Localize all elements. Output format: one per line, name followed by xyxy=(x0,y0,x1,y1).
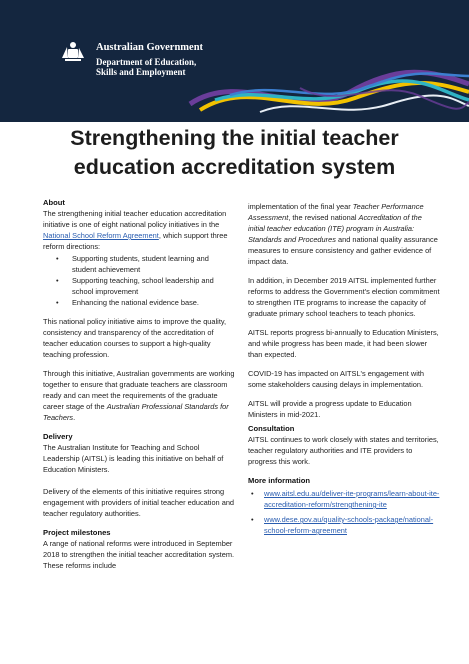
bullet-icon: • xyxy=(56,276,59,285)
milestones-heading: Project milestones xyxy=(43,528,111,537)
cont-text-1: implementation of the final year xyxy=(248,202,353,211)
right-column xyxy=(248,201,440,540)
tpa-title: Teacher Performance Assessment xyxy=(248,202,424,222)
list-item xyxy=(43,275,235,297)
consultation-heading: Consultation xyxy=(248,424,295,433)
milestones-paragraph: A range of national reforms were introduced in September 2018 to strengthen the initial teacher accreditation system. These reforms include xyxy=(43,539,235,570)
milestones-continued-paragraph xyxy=(248,201,440,267)
accreditation-title: Accreditation of the initial teacher education (ITE) program in Australia: Standards and Procedures xyxy=(248,213,422,244)
dept-line-1: Department of Education, xyxy=(96,57,197,67)
standards-text: Through this initiative, Australian governments are working together to ensure that graduate teachers are classroom ready and can meet the requirements of the graduate career stage of the xyxy=(43,369,235,411)
list-item xyxy=(43,297,235,308)
aims-paragraph: This national policy initiative aims to improve the quality, consistency and transparency of the accreditation of teacher education courses to support a high-quality teaching profession. xyxy=(43,317,227,359)
left-column xyxy=(43,197,235,579)
standards-title: Australian Professional Standards for Teachers xyxy=(43,402,229,422)
consultation-paragraph: AITSL continues to work closely with states and territories, teacher regulatory authorities and ITE providers to progress this work. xyxy=(248,435,439,466)
cont-text-2: , the revised national xyxy=(288,213,359,222)
update-paragraph: AITSL will provide a progress update to Education Ministers in mid-2021. xyxy=(248,399,412,419)
about-text: The strengthening initial teacher education accreditation initiative is one of eight national policy initiatives in the xyxy=(43,209,227,229)
about-heading: About xyxy=(43,198,65,207)
reform-directions-list xyxy=(43,253,235,308)
progress-paragraph: AITSL reports progress bi-annually to Education Ministers, and while progress has been made, it had been slower than expected. xyxy=(248,328,439,359)
list-item xyxy=(43,253,235,275)
delivery-paragraph-2: Delivery of the elements of this initiative requires strong engagement with providers of initial teacher education and teacher regulatory authorities. xyxy=(43,487,235,518)
delivery-paragraph-1: The Australian Institute for Teaching and School Leadership (AITSL) is leading this initiative on behalf of Education Ministers. xyxy=(43,443,224,474)
list-item xyxy=(248,514,440,536)
more-information-links xyxy=(248,488,440,536)
dese-link[interactable]: www.dese.gov.au/quality-schools-package/national-school-reform-agreement xyxy=(264,515,434,535)
page-title xyxy=(0,124,469,182)
about-text-end: , which support three reform directions: xyxy=(43,231,228,251)
government-wordmark xyxy=(96,42,203,77)
bullet-icon: • xyxy=(251,489,254,498)
national-school-reform-agreement-link[interactable]: National School Reform Agreement xyxy=(43,231,159,240)
bullet-text: Supporting teaching, school leadership and school improvement xyxy=(72,276,214,296)
standards-paragraph xyxy=(43,368,235,423)
title-line-1: Strengthening the initial teacher xyxy=(70,126,399,150)
title-line-2: education accreditation system xyxy=(73,155,396,179)
covid-paragraph: COVID-19 has impacted on AITSL's engagement with some stakeholders causing delays in implementation. xyxy=(248,369,425,389)
bullet-icon: • xyxy=(251,515,254,524)
delivery-heading: Delivery xyxy=(43,432,73,441)
further-reforms-paragraph: In addition, in December 2019 AITSL implemented further reforms to address the Government's election commitment to strengthen ITE programs to increase the capacity of graduate primary school teachers to teach phonics. xyxy=(248,276,440,318)
list-item xyxy=(248,488,440,510)
bullet-icon: • xyxy=(56,254,59,263)
bullet-icon: • xyxy=(56,298,59,307)
gov-name: Australian Government xyxy=(96,42,204,53)
header-banner xyxy=(0,0,469,122)
more-information-heading: More information xyxy=(248,476,311,485)
about-paragraph xyxy=(43,208,235,252)
bullet-text: Enhancing the national evidence base. xyxy=(72,298,199,307)
commonwealth-crest-icon xyxy=(60,38,86,64)
cont-text-3: and national quality assurance measures to ensure consistency and gather evidence of impact data. xyxy=(248,235,438,266)
aitsl-link[interactable]: www.aitsl.edu.au/deliver-ite-programs/learn-about-ite-accreditation-reform/strengthening-ite xyxy=(264,489,440,509)
standards-period: . xyxy=(73,413,76,422)
dept-line-2: Skills and Employment xyxy=(96,67,186,77)
bullet-text: Supporting students, student learning and student achievement xyxy=(72,254,209,274)
